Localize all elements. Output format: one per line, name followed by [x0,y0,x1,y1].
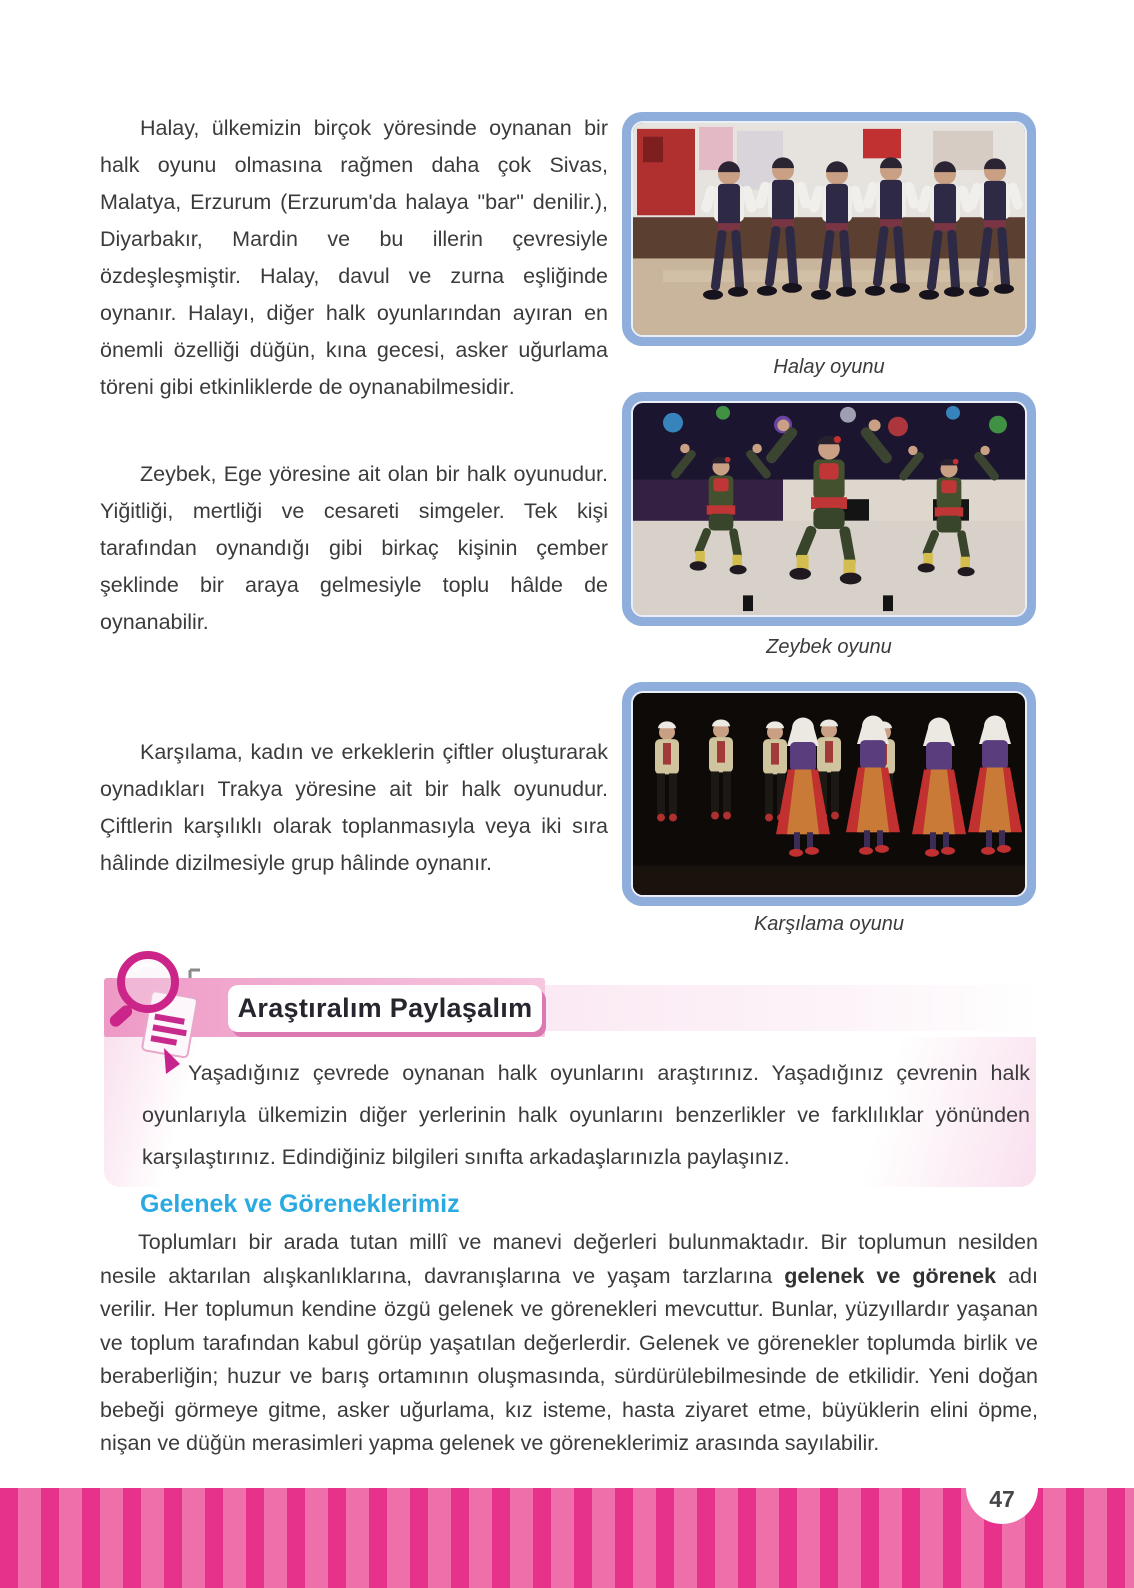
halay-photo [631,121,1027,337]
paragraph-karsilama: Karşılama, kadın ve erkeklerin çiftler oluşturarak oynadıkları Trakya yöresine ait bir halk oyunudur. Çiftlerin karşılıklı olarak toplanmasıyla veya iki sıra hâlinde dizilmesiyle grup hâlinde oynanır. [100,740,608,875]
section-body-after: adı verilir. Her toplumun kendine özgü gelenek ve görenekleri mevcuttur. Bunlar, yüzyıllardır yaşanan ve toplum tarafından kabul görüp yaşatılan değerlerdir. Gelenek ve görenekler toplumda birlik ve beraberliğin; huzur ve barış ortamının oluşmasında, sürdürülebilmesinde de etkilidir. Yeni doğan bebeği görmeye gitme, asker uğurlama, kız isteme, hasta ziyaret etme, büyüklerin elini öpme, nişan ve düğün merasimleri yapma gelenek ve göreneklerimiz arasında sayılabilir. [100,1263,1038,1455]
section-body [100,1226,1038,1461]
caption-zeybek: Zeybek oyunu [766,636,892,658]
activity-box-title-pill [228,985,542,1032]
paragraph-zeybek: Zeybek, Ege yöresine ait olan bir halk oyunudur. Yiğitliği, mertliği ve cesareti simgeler. Tek kişi tarafından oynandığı gibi birkaç kişinin çember şeklinde bir araya gelmesiyle toplu hâlde de oynanabilir. [100,462,608,634]
photo-frame [622,392,1036,626]
activity-box-banner-tail [545,985,1037,1031]
figure-karsilama [622,682,1036,906]
zeybek-photo [631,401,1027,617]
section-heading: Gelenek ve Göreneklerimiz [140,1190,460,1218]
caption-karsilama: Karşılama oyunu [753,913,905,935]
photo-frame [622,112,1036,346]
footer-stripes [0,1488,1134,1588]
figure-zeybek [622,392,1036,626]
activity-box-title: Araştıralım Paylaşalım [237,993,533,1023]
figure-halay [622,112,1036,346]
section-body-before: Toplumları bir arada tutan millî ve manevi değerleri bulunmaktadır. Bir toplumun nesilden nesile aktarılan alışkanlıklarına, davranışlarına ve yaşam tarzlarına [100,1230,1038,1288]
karsilama-photo [631,691,1027,897]
photo-frame [622,682,1036,906]
paragraph-halay: Halay, ülkemizin birçok yöresinde oynanan bir halk oyunu olmasına rağmen daha çok Sivas, Malatya, Erzurum (Erzurum'da halaya "bar" denilir.), Diyarbakır, Mardin ve bu illerin çevresiyle özdeşleşmiştir. Halay, davul ve zurna eşliğinde oynanır. Halayı, diğer halk oyunlarından ayıran en önemli özelliği düğün, kına gecesi, asker uğurlama töreni gibi etkinliklerde de oynanabilmesidir. [100,116,608,399]
activity-box-body: Yaşadığınız çevrede oynanan halk oyunlarını araştırınız. Yaşadığınız çevrenin halk oyunlarıyla ülkemizin diğer yerlerinin halk oyunlarını benzerlikler ve farklılıklar yönünden karşılaştırınız. Edindiğiniz bilgileri sınıfta arkadaşlarınızla paylaşınız. [142,1061,1030,1169]
section-body-bold: gelenek ve görenek [784,1263,997,1288]
caption-halay: Halay oyunu [773,356,885,378]
page-number: 47 [989,1486,1015,1512]
